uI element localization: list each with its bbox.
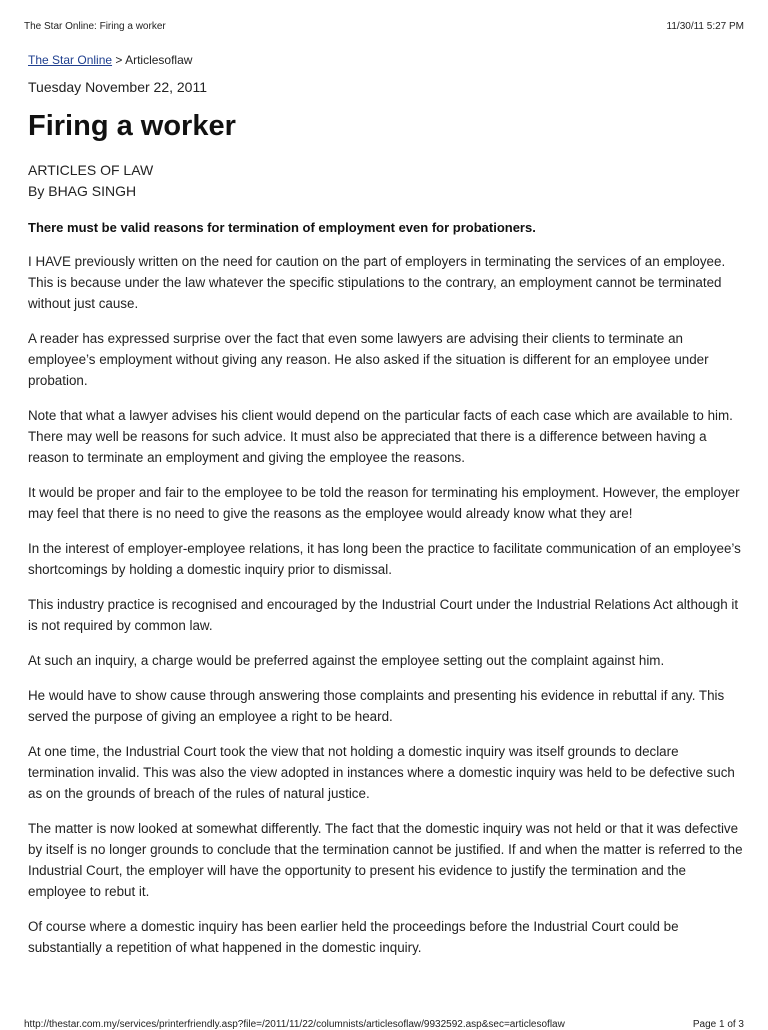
print-page-title: The Star Online: Firing a worker — [24, 21, 166, 32]
body-paragraph: In the interest of employer-employee relations, it has long been the practice to facilitate communication of an employee’s shortcomings by holding a domestic inquiry prior to dismissal. — [28, 541, 741, 577]
body-paragraph: He would have to show cause through answering those complaints and presenting his evidence in rebuttal if any. This served the purpose of giving an employee a right to be heard. — [28, 688, 725, 724]
article-date: Tuesday November 22, 2011 — [28, 79, 207, 95]
article-lead: There must be valid reasons for termination of employment even for probationers. — [28, 220, 536, 235]
print-datetime: 11/30/11 5:27 PM — [666, 21, 744, 32]
print-header — [0, 0, 768, 36]
print-url: http://thestar.com.my/services/printerfriendly.asp?file=/2011/11/22/columnists/articlesoflaw/9932592.asp&sec=articlesoflaw — [24, 1019, 565, 1030]
print-footer — [0, 1017, 768, 1030]
body-paragraph: I HAVE previously written on the need for caution on the part of employers in terminating the services of an employee. This is because under the law whatever the specific stipulations to the contrary, an employment cannot be terminated without just cause. — [28, 254, 726, 311]
body-paragraph: This industry practice is recognised and encouraged by the Industrial Court under the Industrial Relations Act although it is not required by common law. — [28, 597, 739, 633]
body-paragraph: Of course where a domestic inquiry has been earlier held the proceedings before the Industrial Court could be substantially a repetition of what happened in the domestic inquiry. — [28, 919, 679, 955]
body-paragraph: At one time, the Industrial Court took the view that not holding a domestic inquiry was itself grounds to declare termination invalid. This was also the view adopted in instances where a domestic inquiry was held to be defective such as on the grounds of breach of the rules of natural justice. — [28, 744, 735, 801]
breadcrumb — [28, 52, 746, 68]
byline: By BHAG SINGH — [28, 183, 137, 199]
body-paragraph: A reader has expressed surprise over the fact that even some lawyers are advising their clients to terminate an employee’s employment without giving any reason. He also asked if the situation is different for an employee under probation. — [28, 331, 709, 388]
article-meta — [28, 160, 746, 202]
body-paragraph: It would be proper and fair to the employee to be told the reason for terminating his employment. However, the employer may feel that there is no need to give the reasons as the employee would already know what they are! — [28, 485, 740, 521]
body-paragraph: Note that what a lawyer advises his client would depend on the particular facts of each case which are available to him. There may well be reasons for such advice. It must also be appreciated that there is a difference between having a reason to terminate an employment and giving the employee the reasons. — [28, 408, 733, 465]
article-body — [28, 251, 746, 958]
article-title: Firing a worker — [28, 110, 236, 142]
article-page — [28, 52, 746, 958]
body-paragraph: At such an inquiry, a charge would be preferred against the employee setting out the complaint against him. — [28, 653, 665, 668]
body-paragraph: The matter is now looked at somewhat differently. The fact that the domestic inquiry was not held or that it was defective by itself is no longer grounds to conclude that the termination cannot be justified. If and when the matter is referred to the Industrial Court, the employer will have the opportunity to present his evidence to justify the termination and the employee to rebut it. — [28, 821, 743, 899]
breadcrumb-home-link[interactable]: The Star Online — [28, 53, 113, 67]
print-page-number: Page 1 of 3 — [692, 1019, 744, 1030]
breadcrumb-section: Articlesoflaw — [125, 53, 193, 67]
column-name: ARTICLES OF LAW — [28, 162, 154, 178]
breadcrumb-separator: > — [112, 53, 126, 67]
